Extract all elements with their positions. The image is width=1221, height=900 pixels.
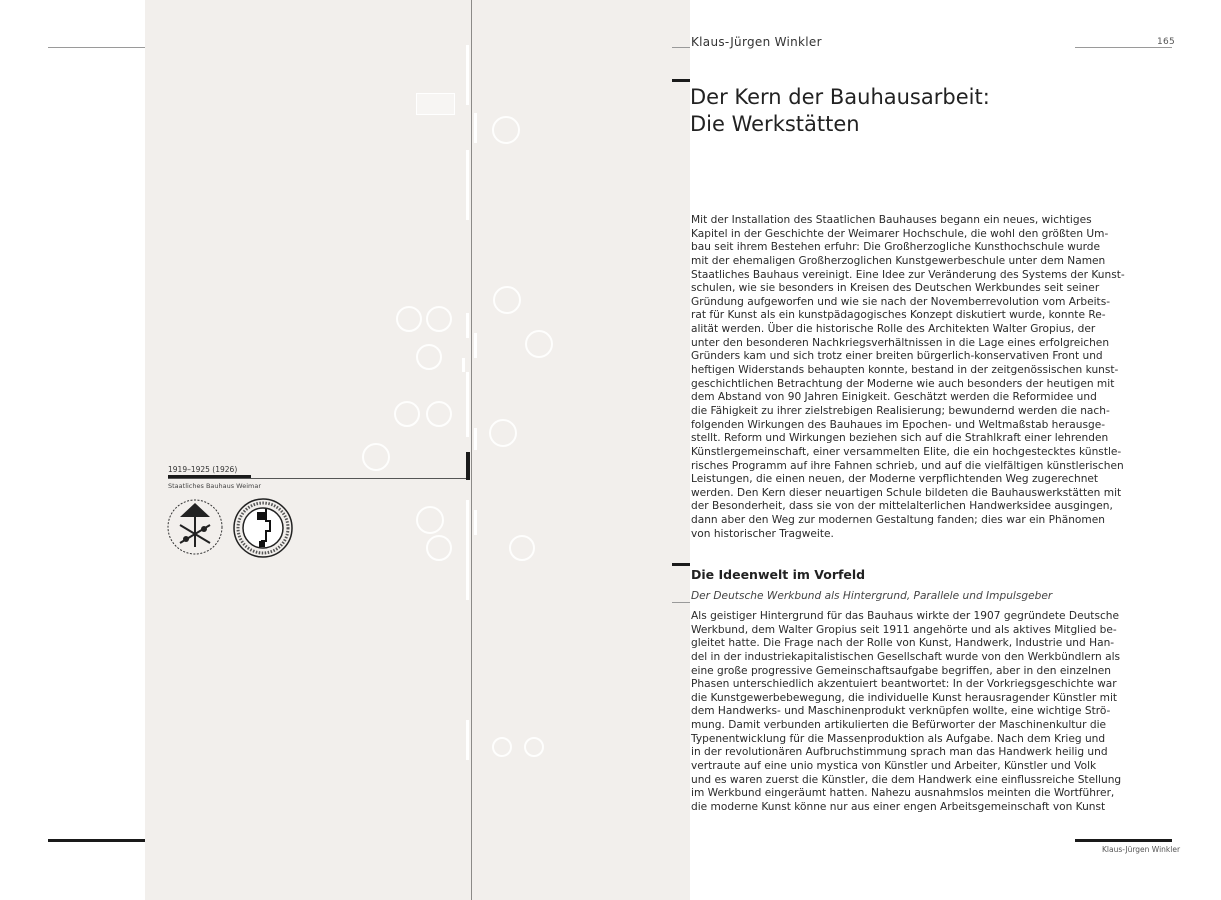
- text-line: dem Abstand von 90 Jahren Einigkeit. Geschätzt werden die Reformidee und: [691, 391, 1097, 404]
- text-line: Leistungen, die einen neuen, der Moderne verpflichtenden Weg zugerechnet: [691, 473, 1099, 486]
- text-line: dem Handwerks- und Maschinenprodukt verknüpfen wollte, eine wichtige Strö-: [691, 705, 1111, 718]
- text-line: rat für Kunst als ein kunstpädagogisches Konzept diskutiert wurde, konnte Re-: [691, 309, 1106, 322]
- section-marker: [672, 563, 690, 566]
- right-header-rule: [1075, 47, 1172, 48]
- section-paragraph: [691, 610, 1122, 815]
- text-line: schulen, wie sie besonders in Kreisen des Deutschen Werkbundes seit seiner: [691, 282, 1100, 295]
- text-line: Künstlergemeinschaft, einer versammelten Elite, die ein hochgestecktes künstle-: [691, 445, 1122, 458]
- text-line: Gründung aufgeworfen und wie sie nach der Novemberrevolution vom Arbeits-: [691, 295, 1111, 308]
- text-line: heftigen Widerstands behaupten konnte, bestand in der zeitgenössischen kunst-: [691, 364, 1119, 377]
- text-line: in der revolutionären Aufbruchstimmung sprach man das Handwerk heilig und: [691, 746, 1108, 759]
- running-head-author: Klaus-Jürgen Winkler: [691, 35, 822, 49]
- institution-label: Staatliches Bauhaus Weimar: [168, 482, 262, 490]
- subheading-rule: [672, 602, 690, 603]
- text-line: die Fähigkeit zu ihrer zielstrebigen Realisierung; bewundernd werden die nach-: [691, 404, 1110, 417]
- text-line: Gründers kam und sich trotz einer breiten bürgerlich-konservativen Front und: [691, 350, 1103, 363]
- text-line: Kapitel in der Geschichte der Weimarer Hochschule, die wohl den größten Um-: [691, 227, 1109, 240]
- footer-author: Klaus-Jürgen Winkler: [1102, 845, 1181, 854]
- section-heading: Die Ideenwelt im Vorfeld: [691, 567, 866, 582]
- right-footer-rule: [1075, 839, 1172, 842]
- intro-paragraph: [691, 214, 1125, 541]
- text-line: folgenden Wirkungen des Bauhaues im Epochen- und Weltmaßstab herausge-: [691, 418, 1106, 431]
- text-line: die moderne Kunst könne nur aus einer engen Arbeitsgemeinschaft von Kunst: [691, 800, 1106, 813]
- text-line: Typenentwicklung für die Massenproduktion als Aufgabe. Nach dem Krieg und: [691, 732, 1106, 745]
- right-header-rule-left: [672, 47, 690, 48]
- left-header-rule: [48, 47, 145, 48]
- text-line: stellt. Reform und Wirkungen beziehen sich auf die Strahlkraft einer lehrenden: [691, 432, 1109, 445]
- chapter-title-line: Die Werkstätten: [690, 112, 860, 136]
- text-line: risches Programm auf ihre Fahnen schrieb, und auf die vielfältigen künstlerischen: [691, 459, 1124, 472]
- text-line: von historischer Tragweite.: [691, 527, 834, 540]
- text-line: Werkbund, dem Walter Gropius seit 1911 angehörte und als aktives Mitglied be-: [691, 623, 1117, 636]
- text-line: alität werden. Über die historische Rolle des Architekten Walter Gropius, der: [691, 323, 1096, 336]
- period-marker: [466, 452, 470, 480]
- chapter-title-line: Der Kern der Bauhausarbeit:: [690, 85, 990, 109]
- book-spine: [471, 0, 472, 900]
- left-footer-rule: [48, 839, 145, 842]
- text-line: Staatliches Bauhaus vereinigt. Eine Idee zur Veränderung des Systems der Kunst-: [691, 268, 1125, 281]
- text-line: gleitet hatte. Die Frage nach der Rolle von Kunst, Handwerk, Industrie und Han-: [691, 637, 1115, 650]
- text-line: die Kunstgewerbebewegung, die individuelle Kunst herausragender Künstler mit: [691, 691, 1118, 704]
- text-line: del in der industriekapitalistischen Gesellschaft wurde von den Werkbündlern als: [691, 650, 1121, 663]
- text-line: dann aber den Weg zur modernen Gestaltung fanden; dies war ein Phänomen: [691, 514, 1105, 527]
- text-line: unter den besonderen Nachkriegsverhältnissen in die Lage eines erfolgreichen: [691, 336, 1110, 349]
- text-line: mung. Damit verbunden artikulierten die Befürworter der Maschinenkultur die: [691, 719, 1107, 732]
- text-line: Phasen unterschiedlich akzentuiert beantwortet: In der Vorkriegsgeschichte war: [691, 678, 1117, 691]
- timeline-panel: [145, 0, 690, 900]
- chapter-title: [690, 84, 990, 138]
- text-line: und es waren zuerst die Künstler, die dem Handwerk eine einflussreiche Stellung: [691, 773, 1122, 786]
- bauhaus-seal-1919-icon: [166, 497, 224, 557]
- text-line: Als geistiger Hintergrund für das Bauhaus wirkte der 1907 gegründete Deutsche: [691, 610, 1120, 622]
- period-label: 1919–1925 (1926): [168, 465, 238, 474]
- text-line: bau seit ihrem Bestehen erfuhr: Die Großherzogliche Kunsthochschule wurde: [691, 241, 1100, 254]
- text-line: mit der ehemaligen Großherzoglichen Kunstgewerbeschule unter dem Namen: [691, 254, 1106, 267]
- text-line: Mit der Installation des Staatlichen Bauhauses begann ein neues, wichtiges: [691, 214, 1092, 226]
- text-line: vertraute auf eine unio mystica von Künstler und Arbeiter, Künstler und Volk: [691, 760, 1097, 773]
- page-number: 165: [1157, 37, 1176, 47]
- text-line: geschichtlichen Betrachtung der Moderne wie auch besonders der heutigen mit: [691, 377, 1115, 390]
- text-line: werden. Den Kern dieser neuartigen Schule bildeten die Bauhauswerkstätten mit: [691, 486, 1122, 499]
- text-line: im Werkbund eingeräumt hatten. Nahezu ausnahmslos meinten die Wortführer,: [691, 787, 1115, 800]
- text-line: der Besonderheit, dass sie von der mittelalterlichen Handwerksidee ausgingen,: [691, 500, 1113, 513]
- period-rule: [168, 478, 470, 479]
- title-marker: [672, 79, 690, 82]
- section-subheading: Der Deutsche Werkbund als Hintergrund, Parallele und Impulsgeber: [691, 590, 1053, 602]
- bauhaus-seal-1922-icon: [232, 497, 294, 559]
- text-line: eine große progressive Gemeinschaftsaufgabe begriffen, aber in den einzelnen: [691, 664, 1112, 677]
